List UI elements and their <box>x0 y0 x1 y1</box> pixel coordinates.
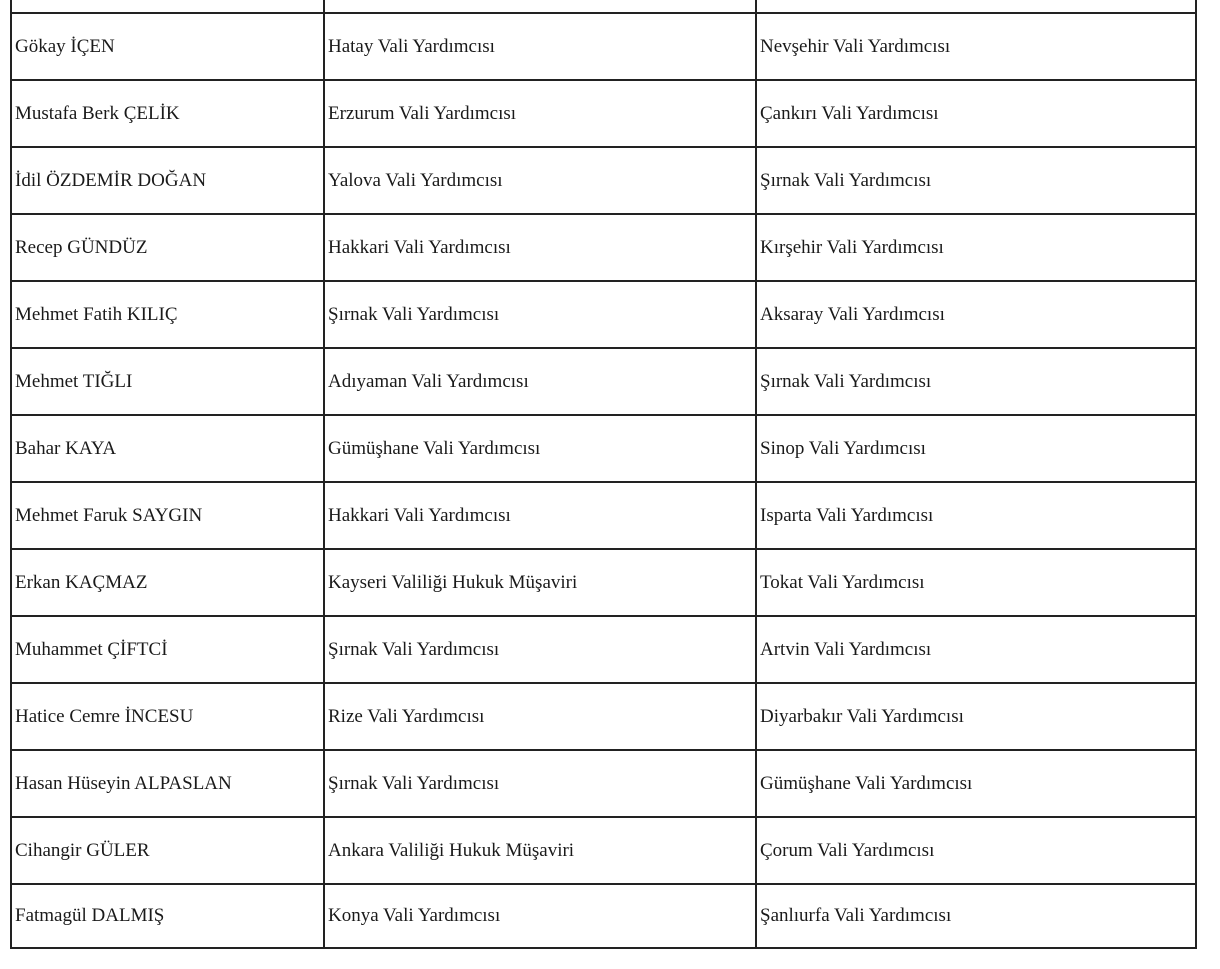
new-position-cell: Şırnak Vali Yardımcısı <box>756 348 1196 415</box>
name-cell: Mehmet TIĞLI <box>11 348 324 415</box>
table-row <box>11 214 1196 281</box>
table-row <box>11 482 1196 549</box>
table-row <box>11 616 1196 683</box>
current-position-cell: Rize Vali Yardımcısı <box>324 683 756 750</box>
appointment-table <box>10 0 1197 949</box>
table-row <box>11 281 1196 348</box>
new-position-cell: Kırşehir Vali Yardımcısı <box>756 214 1196 281</box>
current-position-cell: Gümüşhane Vali Yardımcısı <box>324 415 756 482</box>
current-position-cell: Adıyaman Vali Yardımcısı <box>324 348 756 415</box>
table-row <box>11 348 1196 415</box>
table-row <box>11 817 1196 884</box>
table-row <box>11 884 1196 948</box>
table-row-partial <box>11 0 1196 13</box>
name-cell: Mehmet Faruk SAYGIN <box>11 482 324 549</box>
name-cell: Recep GÜNDÜZ <box>11 214 324 281</box>
current-position-cell: Erzurum Vali Yardımcısı <box>324 80 756 147</box>
table-row <box>11 147 1196 214</box>
new-position-cell: Çankırı Vali Yardımcısı <box>756 80 1196 147</box>
current-position-cell: Şırnak Vali Yardımcısı <box>324 281 756 348</box>
table-row <box>11 415 1196 482</box>
table-cell <box>11 0 324 13</box>
new-position-cell: Çorum Vali Yardımcısı <box>756 817 1196 884</box>
new-position-cell: Tokat Vali Yardımcısı <box>756 549 1196 616</box>
name-cell: Bahar KAYA <box>11 415 324 482</box>
new-position-cell: Nevşehir Vali Yardımcısı <box>756 13 1196 80</box>
name-cell: Fatmagül DALMIŞ <box>11 884 324 948</box>
name-cell: Mehmet Fatih KILIÇ <box>11 281 324 348</box>
table-cell <box>324 0 756 13</box>
name-cell: İdil ÖZDEMİR DOĞAN <box>11 147 324 214</box>
new-position-cell: Diyarbakır Vali Yardımcısı <box>756 683 1196 750</box>
new-position-cell: Gümüşhane Vali Yardımcısı <box>756 750 1196 817</box>
current-position-cell: Hakkari Vali Yardımcısı <box>324 482 756 549</box>
table-row <box>11 13 1196 80</box>
table-body <box>11 0 1196 948</box>
new-position-cell: Şırnak Vali Yardımcısı <box>756 147 1196 214</box>
current-position-cell: Hakkari Vali Yardımcısı <box>324 214 756 281</box>
new-position-cell: Isparta Vali Yardımcısı <box>756 482 1196 549</box>
current-position-cell: Yalova Vali Yardımcısı <box>324 147 756 214</box>
new-position-cell: Artvin Vali Yardımcısı <box>756 616 1196 683</box>
table-row <box>11 549 1196 616</box>
table-row <box>11 683 1196 750</box>
new-position-cell: Şanlıurfa Vali Yardımcısı <box>756 884 1196 948</box>
current-position-cell: Ankara Valiliği Hukuk Müşaviri <box>324 817 756 884</box>
table-row <box>11 750 1196 817</box>
new-position-cell: Aksaray Vali Yardımcısı <box>756 281 1196 348</box>
name-cell: Mustafa Berk ÇELİK <box>11 80 324 147</box>
name-cell: Erkan KAÇMAZ <box>11 549 324 616</box>
name-cell: Cihangir GÜLER <box>11 817 324 884</box>
current-position-cell: Şırnak Vali Yardımcısı <box>324 750 756 817</box>
current-position-cell: Hatay Vali Yardımcısı <box>324 13 756 80</box>
current-position-cell: Konya Vali Yardımcısı <box>324 884 756 948</box>
name-cell: Gökay İÇEN <box>11 13 324 80</box>
table-row <box>11 80 1196 147</box>
name-cell: Hatice Cemre İNCESU <box>11 683 324 750</box>
current-position-cell: Şırnak Vali Yardımcısı <box>324 616 756 683</box>
name-cell: Muhammet ÇİFTCİ <box>11 616 324 683</box>
table-cell <box>756 0 1196 13</box>
current-position-cell: Kayseri Valiliği Hukuk Müşaviri <box>324 549 756 616</box>
new-position-cell: Sinop Vali Yardımcısı <box>756 415 1196 482</box>
name-cell: Hasan Hüseyin ALPASLAN <box>11 750 324 817</box>
